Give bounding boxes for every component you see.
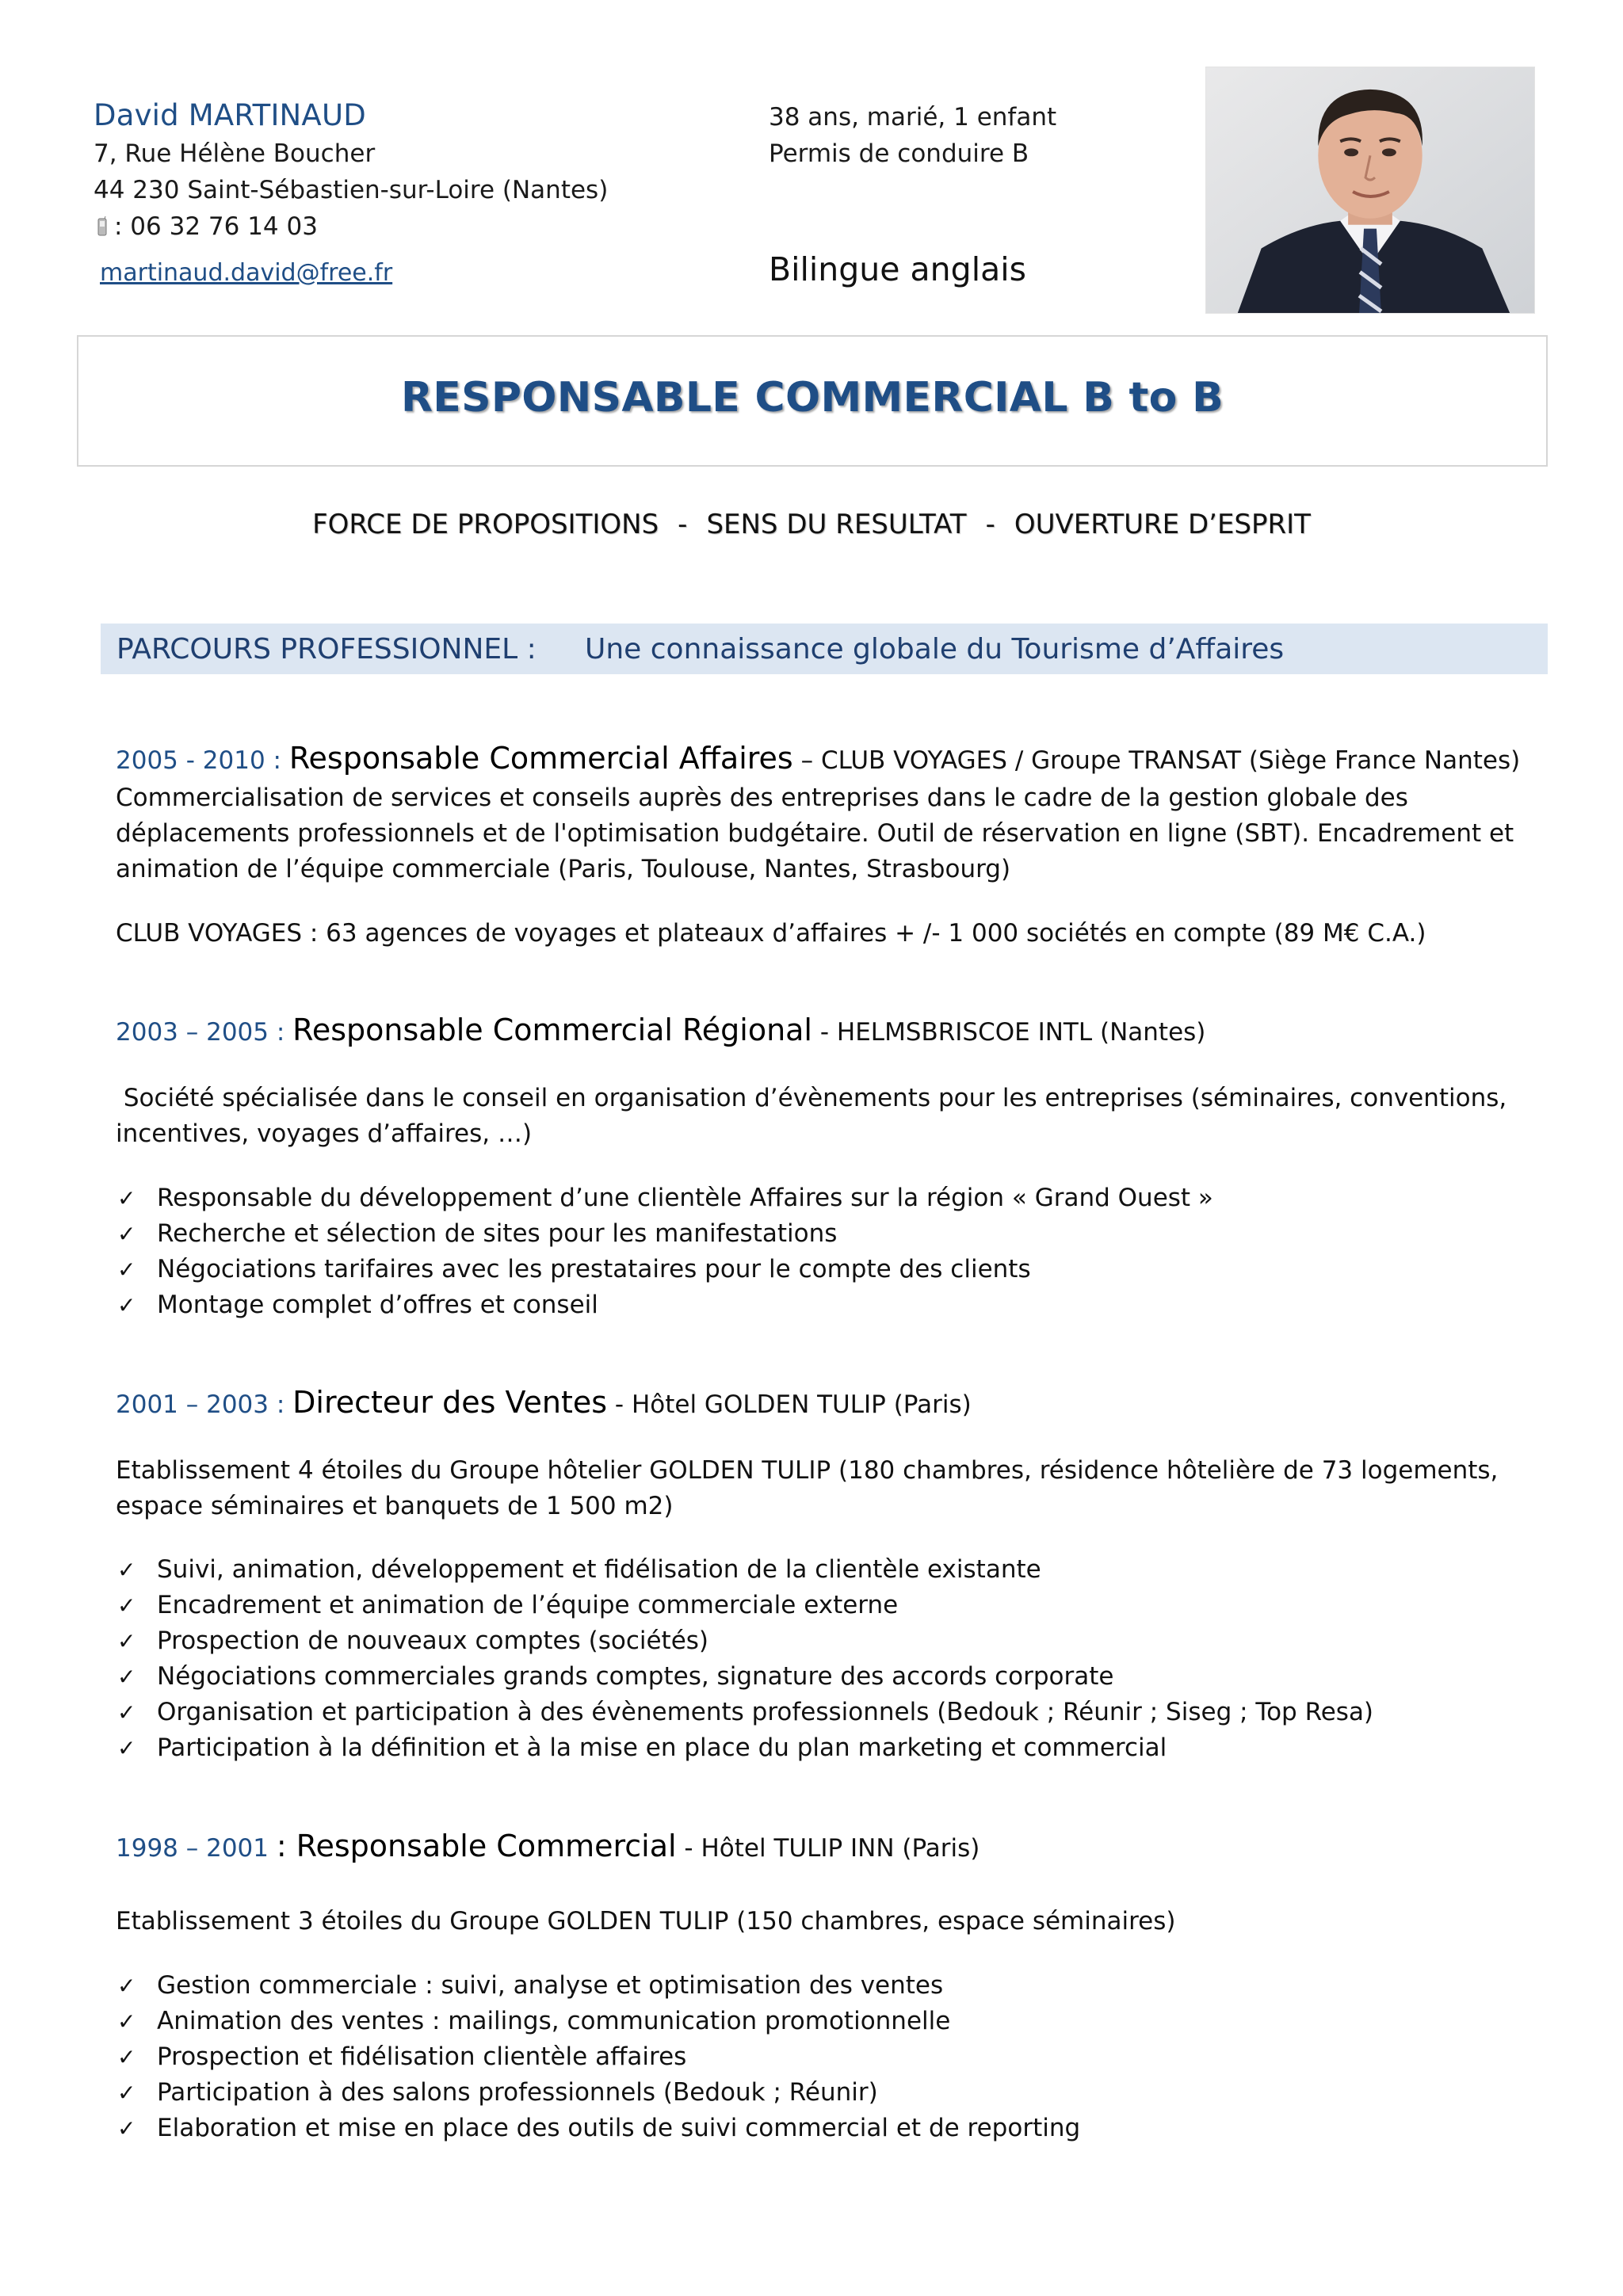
- job-dates: 2001 – 2003 :: [116, 1390, 293, 1419]
- check-icon: ✓: [117, 1257, 136, 1283]
- check-icon: ✓: [117, 1292, 136, 1318]
- job-company: - HELMSBRISCOE INTL (Nantes): [812, 1018, 1206, 1047]
- job-description: Etablissement 3 étoiles du Groupe GOLDEN TULIP (150 chambres, espace séminaires): [116, 1907, 1176, 1936]
- list-item: ✓ Responsable du développement d’une clientèle Affaires sur la région « Grand Ouest »: [116, 1180, 1526, 1216]
- list-item: ✓ Elaboration et mise en place des outils de suivi commercial et de reporting: [116, 2111, 1526, 2146]
- job-bullet-list: [116, 1180, 1526, 1323]
- title-box: [77, 335, 1548, 467]
- list-item: ✓ Participation à la définition et à la mise en place du plan marketing et commercial: [116, 1730, 1526, 1766]
- mobile-phone-icon: [97, 215, 108, 235]
- list-item: ✓ Organisation et participation à des évènements professionnels (Bedouk ; Réunir ; Siseg ; Top Resa): [116, 1695, 1526, 1730]
- check-icon: ✓: [117, 1592, 136, 1619]
- check-icon: ✓: [117, 1735, 136, 1761]
- check-icon: ✓: [117, 1699, 136, 1726]
- list-item: ✓ Prospection et fidélisation clientèle affaires: [116, 2039, 1526, 2075]
- job-title: RESPONSABLE COMMERCIAL B to B: [400, 374, 1224, 421]
- check-icon: ✓: [117, 1185, 136, 1211]
- list-item: ✓ Prospection de nouveaux comptes (sociétés): [116, 1623, 1526, 1659]
- list-item: ✓ Négociations commerciales grands comptes, signature des accords corporate: [116, 1659, 1526, 1695]
- list-item: ✓ Encadrement et animation de l’équipe commerciale externe: [116, 1588, 1526, 1623]
- tagline-separator: -: [985, 509, 995, 540]
- job-role: Responsable Commercial Affaires: [288, 741, 793, 776]
- list-item: ✓ Montage complet d’offres et conseil: [116, 1287, 1526, 1323]
- phone-row: [94, 212, 318, 241]
- job-role: : Responsable Commercial: [276, 1829, 677, 1863]
- check-icon: ✓: [117, 1221, 136, 1247]
- list-item: ✓ Gestion commerciale : suivi, analyse et optimisation des ventes: [116, 1968, 1526, 2004]
- job-dates: 2003 – 2005 :: [116, 1018, 293, 1047]
- check-icon: ✓: [117, 1557, 136, 1583]
- job-dates: 1998 – 2001: [116, 1834, 277, 1863]
- age-status: 38 ans, marié, 1 enfant: [769, 103, 1057, 132]
- profile-photo: [1205, 67, 1535, 314]
- job-role: Responsable Commercial Régional: [292, 1013, 812, 1047]
- check-icon: ✓: [117, 1664, 136, 1690]
- language-skill: Bilingue anglais: [769, 250, 1026, 288]
- check-icon: ✓: [117, 1973, 136, 1999]
- job-company: – CLUB VOYAGES / Groupe TRANSAT (Siège France Nantes): [792, 746, 1521, 775]
- tagline-item-3: OUVERTURE D’ESPRIT: [1014, 509, 1311, 540]
- job-header: [116, 1013, 1205, 1047]
- list-item: ✓ Suivi, animation, développement et fidélisation de la clientèle existante: [116, 1552, 1526, 1588]
- tagline-item-2: SENS DU RESULTAT: [706, 509, 967, 540]
- job-description: Société spécialisée dans le conseil en organisation d’évènements pour les entreprises (séminaires, conventions, incentives, voyages d’affaires, …): [116, 1084, 1515, 1148]
- list-item: ✓ Recherche et sélection de sites pour les manifestations: [116, 1216, 1526, 1252]
- list-item: ✓ Participation à des salons professionnels (Bedouk ; Réunir): [116, 2075, 1526, 2111]
- job-description: Etablissement 4 étoiles du Groupe hôtelier GOLDEN TULIP (180 chambres, résidence hôtelière de 73 logements, espace séminaires et banquets de 1 500 m2): [116, 1456, 1499, 1520]
- job-note: CLUB VOYAGES : 63 agences de voyages et plateaux d’affaires + /- 1 000 sociétés en compte (89 M€ C.A.): [116, 919, 1426, 948]
- check-icon: ✓: [117, 2115, 136, 2142]
- list-item: ✓ Animation des ventes : mailings, communication promotionnelle: [116, 2004, 1526, 2039]
- job-company: - Hôtel TULIP INN (Paris): [676, 1834, 980, 1863]
- phone-number: : 06 32 76 14 03: [114, 212, 318, 241]
- list-item: ✓ Négociations tarifaires avec les prestataires pour le compte des clients: [116, 1252, 1526, 1287]
- check-icon: ✓: [117, 2008, 136, 2035]
- section-subtitle: Une connaissance globale du Tourisme d’Affaires: [585, 633, 1285, 666]
- tagline-separator: -: [678, 509, 688, 540]
- job-header: [116, 741, 1520, 776]
- job-dates: 2005 - 2010 :: [116, 746, 289, 775]
- job-bullet-list: [116, 1552, 1526, 1766]
- check-icon: ✓: [117, 1628, 136, 1654]
- email-link[interactable]: martinaud.david@free.fr: [100, 259, 393, 287]
- address-line-1: 7, Rue Hélène Boucher: [94, 139, 376, 168]
- section-header: [101, 624, 1548, 674]
- job-header: [116, 1829, 980, 1863]
- job-header: [116, 1385, 972, 1420]
- job-role: Directeur des Ventes: [292, 1385, 608, 1420]
- driving-license: Permis de conduire B: [769, 139, 1029, 168]
- check-icon: ✓: [117, 2080, 136, 2106]
- address-line-2: 44 230 Saint-Sébastien-sur-Loire (Nantes): [94, 176, 609, 204]
- candidate-name: David MARTINAUD: [94, 98, 366, 132]
- job-company: - Hôtel GOLDEN TULIP (Paris): [607, 1390, 972, 1419]
- tagline-item-1: FORCE DE PROPOSITIONS: [312, 509, 659, 540]
- section-title: PARCOURS PROFESSIONNEL :: [116, 633, 537, 666]
- job-bullet-list: [116, 1968, 1526, 2146]
- check-icon: ✓: [117, 2044, 136, 2070]
- job-description: Commercialisation de services et conseils auprès des entreprises dans le cadre de la gestion globale des déplacements professionnels et de l'optimisation budgétaire. Outil de réservation en ligne (SBT). Encadrement et animation de l’équipe commerciale (Paris, Toulouse, Nantes, Strasbourg): [116, 784, 1514, 883]
- tagline: [0, 509, 1623, 540]
